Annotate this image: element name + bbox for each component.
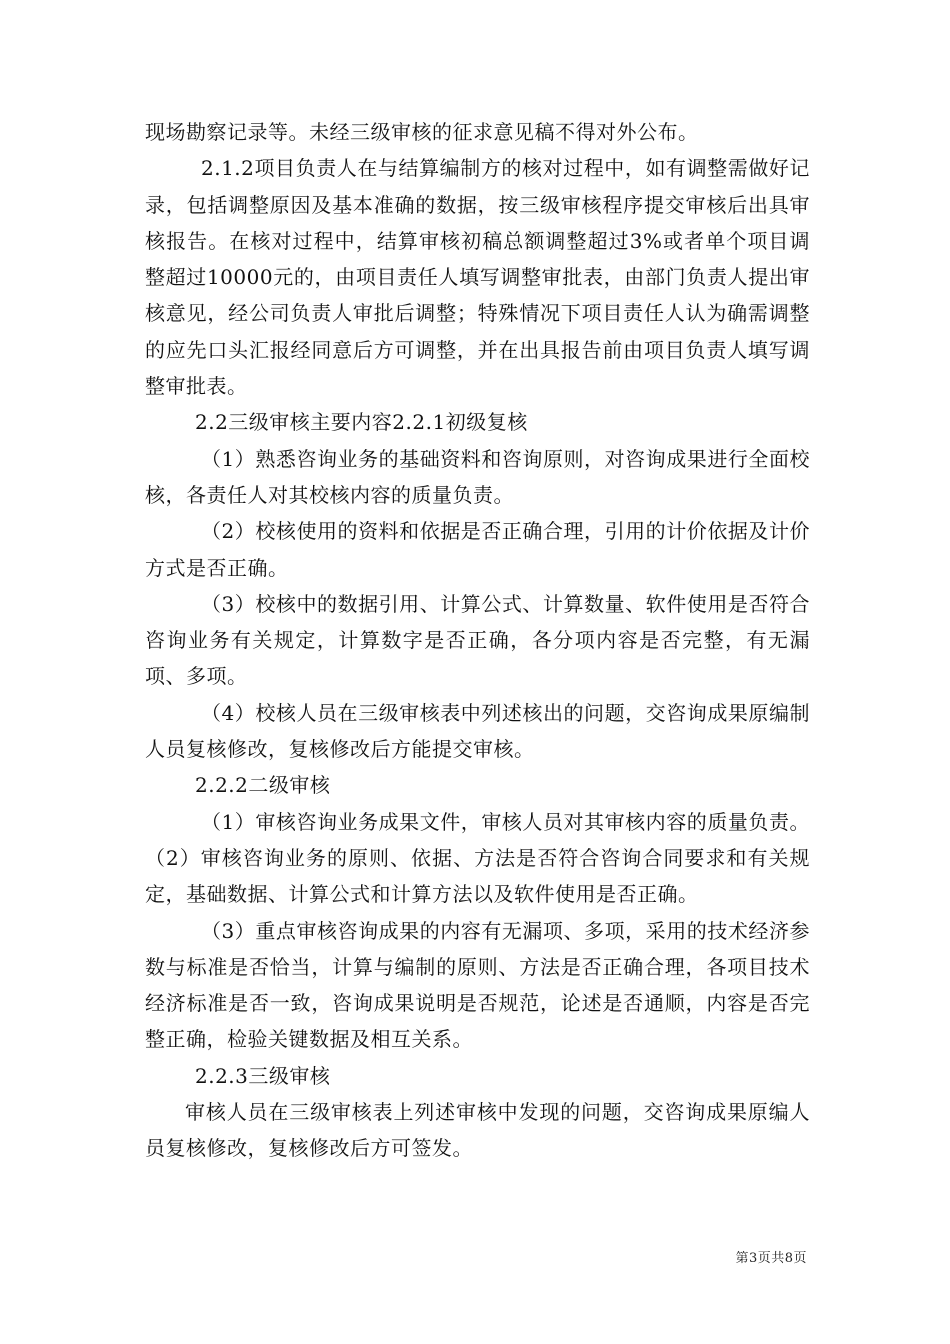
section-heading-2-2-3: 2.2.3三级审核 [195, 1063, 331, 1088]
section-heading-2-2: 2.2三级审核主要内容2.2.1初级复核 [195, 410, 528, 435]
paragraph-item-3: （3）校核中的数据引用、计算公式、计算数量、软件使用是否符合咨询业务有关规定，计算数字是否正确，各分项内容是否完整，有无漏项、多项。 [145, 591, 810, 689]
paragraph-item-2: （2）校核使用的资料和依据是否正确合理，引用的计价依据及计价方式是否正确。 [145, 519, 810, 580]
section-heading-2-2-2: 2.2.2二级审核 [195, 773, 331, 798]
page-number-footer: 第3页共8页 [735, 1251, 807, 1266]
paragraph-tertiary-review: 审核人员在三级审核表上列述审核中发现的问题，交咨询成果原编人员复核修改，复核修改后方可签发。 [145, 1100, 810, 1161]
paragraph-secondary-review-1-2: （1）审核咨询业务成果文件，审核人员对其审核内容的质量负责。（2）审核咨询业务的原则、依据、方法是否符合咨询合同要求和有关规定，基础数据、计算公式和计算方法以及软件使用是否正确。 [145, 809, 810, 907]
paragraph-item-4: （4）校核人员在三级审核表中列述核出的问题，交咨询成果原编制人员复核修改，复核修改后方能提交审核。 [145, 700, 810, 762]
paragraph-item-1: （1）熟悉咨询业务的基础资料和咨询原则，对咨询成果进行全面校核，各责任人对其校核内容的质量负责。 [145, 446, 810, 507]
paragraph-2-1-2: 2.1.2项目负责人在与结算编制方的核对过程中，如有调整需做好记录，包括调整原因及基本准确的数据，按三级审核程序提交审核后出具审核报告。在核对过程中，结算审核初稿总额调整超过3%或者单个项目调整超过10000元的，由项目责任人填写调整审批表，由部门负责人提出审核意见，经公司负责人审批后调整；特殊情况下项目责任人认为确需调整的应先口头汇报经同意后方可调整，并在出具报告前由项目负责人填写调整审批表。 [145, 156, 810, 399]
paragraph-continuation: 现场勘察记录等。未经三级审核的征求意见稿不得对外公布。 [145, 120, 699, 144]
paragraph-secondary-review-3: （3）重点审核咨询成果的内容有无漏项、多项，采用的技术经济参数与标准是否恰当，计算与编制的原则、方法是否正确合理，各项目技术经济标准是否一致，咨询成果说明是否规范，论述是否通顺，内容是否完整正确，检验关键数据及相互关系。 [145, 918, 810, 1052]
document-body [145, 114, 810, 1167]
